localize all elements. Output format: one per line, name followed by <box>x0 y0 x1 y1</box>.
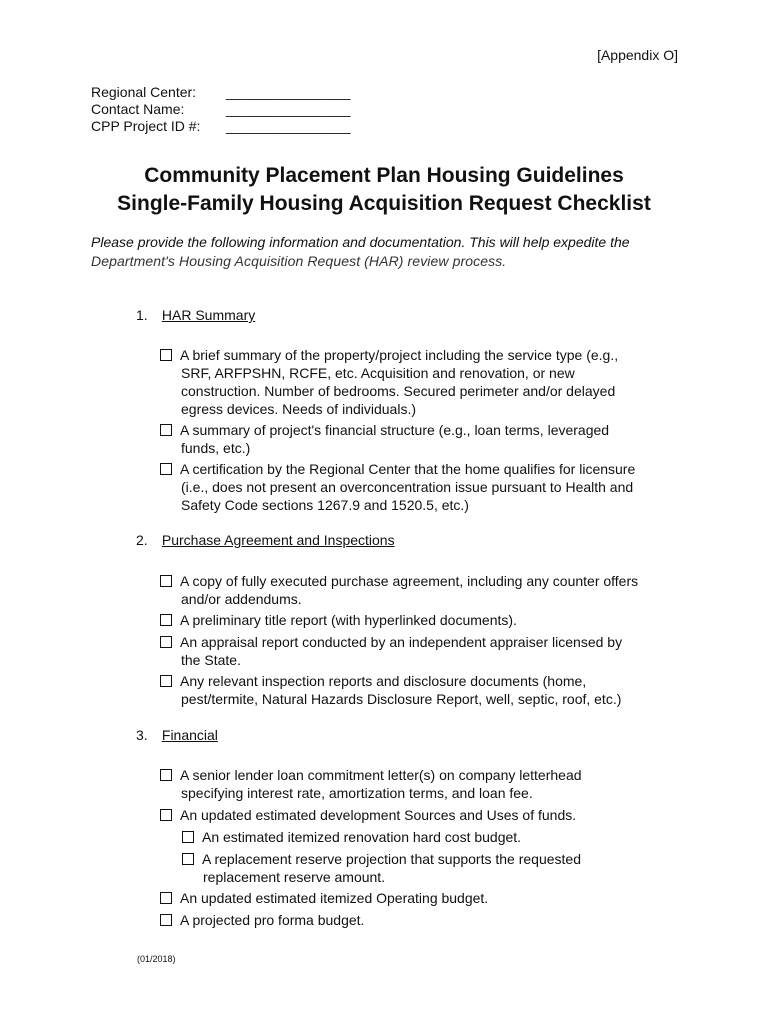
section-3-heading <box>136 727 218 743</box>
checkbox-icon <box>160 614 172 626</box>
checklist-subitem: A replacement reserve projection that supports the requested replacement reserve amount. <box>182 850 682 886</box>
checklist-subitem: An estimated itemized renovation hard cost budget. <box>182 828 682 846</box>
header-fields <box>91 84 351 135</box>
checklist-item: An appraisal report conducted by an independent appraiser licensed by the State. <box>160 633 680 669</box>
section-label: HAR Summary <box>161 307 256 323</box>
field-label: Regional Center: <box>91 84 197 100</box>
checkbox-icon <box>182 853 194 865</box>
title-line-2: Single-Family Housing Acquisition Request Checklist <box>117 192 651 215</box>
checklist-item: Any relevant inspection reports and disclosure documents (home, pest/termite, Natural Hazards Disclosure Report, well, septic, roof, etc.) <box>160 672 680 708</box>
checklist-item: A preliminary title report (with hyperlinked documents). <box>160 611 680 629</box>
section-number: 1. <box>136 307 148 323</box>
section-label: Purchase Agreement and Inspections <box>161 532 395 548</box>
checkbox-icon <box>160 892 172 904</box>
checkbox-icon <box>160 675 172 687</box>
field-blank-line: ________________ <box>226 118 351 134</box>
checklist-item: An updated estimated itemized Operating budget. <box>160 889 680 907</box>
field-cpp-project-id <box>91 118 351 135</box>
checklist-item: A certification by the Regional Center that the home qualifies for licensure (i.e., does not present an overconcentration issue pursuant to Health and Safety Code sections 1267.9 and 1520.5, etc.) <box>160 460 680 514</box>
checkbox-icon <box>160 424 172 436</box>
section-1-heading <box>136 307 255 323</box>
checklist-item: A brief summary of the property/project including the service type (e.g., SRF, ARFPSHN, RCFE, etc. Acquisition and renovation, or new construction. Number of bedrooms. Secured perimeter and/or delayed egress devices. Needs of individuals.) <box>160 346 680 418</box>
checkbox-icon <box>182 831 194 843</box>
section-label: Financial <box>161 727 218 743</box>
revision-date: (01/2018) <box>137 954 176 964</box>
checkbox-icon <box>160 349 172 361</box>
section-2-heading <box>136 532 395 548</box>
section-number: 2. <box>136 532 148 548</box>
field-regional-center <box>91 84 351 101</box>
field-label: CPP Project ID #: <box>91 118 201 134</box>
checklist-item: A projected pro forma budget. <box>160 911 680 929</box>
intro-paragraph <box>91 233 691 271</box>
checklist-item: A copy of fully executed purchase agreement, including any counter offers and/or addendums. <box>160 572 680 608</box>
section-number: 3. <box>136 727 148 743</box>
checkbox-icon <box>160 914 172 926</box>
checklist-item: A summary of project's financial structure (e.g., loan terms, leveraged funds, etc.) <box>160 421 680 457</box>
intro-line-1: Please provide the following information and documentation. This will help expedite the <box>91 234 630 250</box>
checkbox-icon <box>160 809 172 821</box>
checkbox-icon <box>160 463 172 475</box>
intro-line-2: Department's Housing Acquisition Request (HAR) review process. <box>91 253 507 269</box>
checklist-item: An updated estimated development Sources and Uses of funds. <box>160 806 680 824</box>
checkbox-icon <box>160 769 172 781</box>
checklist-item: A senior lender loan commitment letter(s) on company letterhead specifying interest rate, amortization terms, and loan fee. <box>160 766 680 802</box>
field-label: Contact Name: <box>91 101 185 117</box>
field-blank-line: ________________ <box>226 101 351 117</box>
field-contact-name <box>91 101 351 118</box>
field-blank-line: ________________ <box>226 84 351 100</box>
title-line-1: Community Placement Plan Housing Guidelines <box>144 164 624 187</box>
checkbox-icon <box>160 575 172 587</box>
checkbox-icon <box>160 636 172 648</box>
appendix-label: [Appendix O] <box>597 47 678 63</box>
document-title <box>0 162 768 218</box>
